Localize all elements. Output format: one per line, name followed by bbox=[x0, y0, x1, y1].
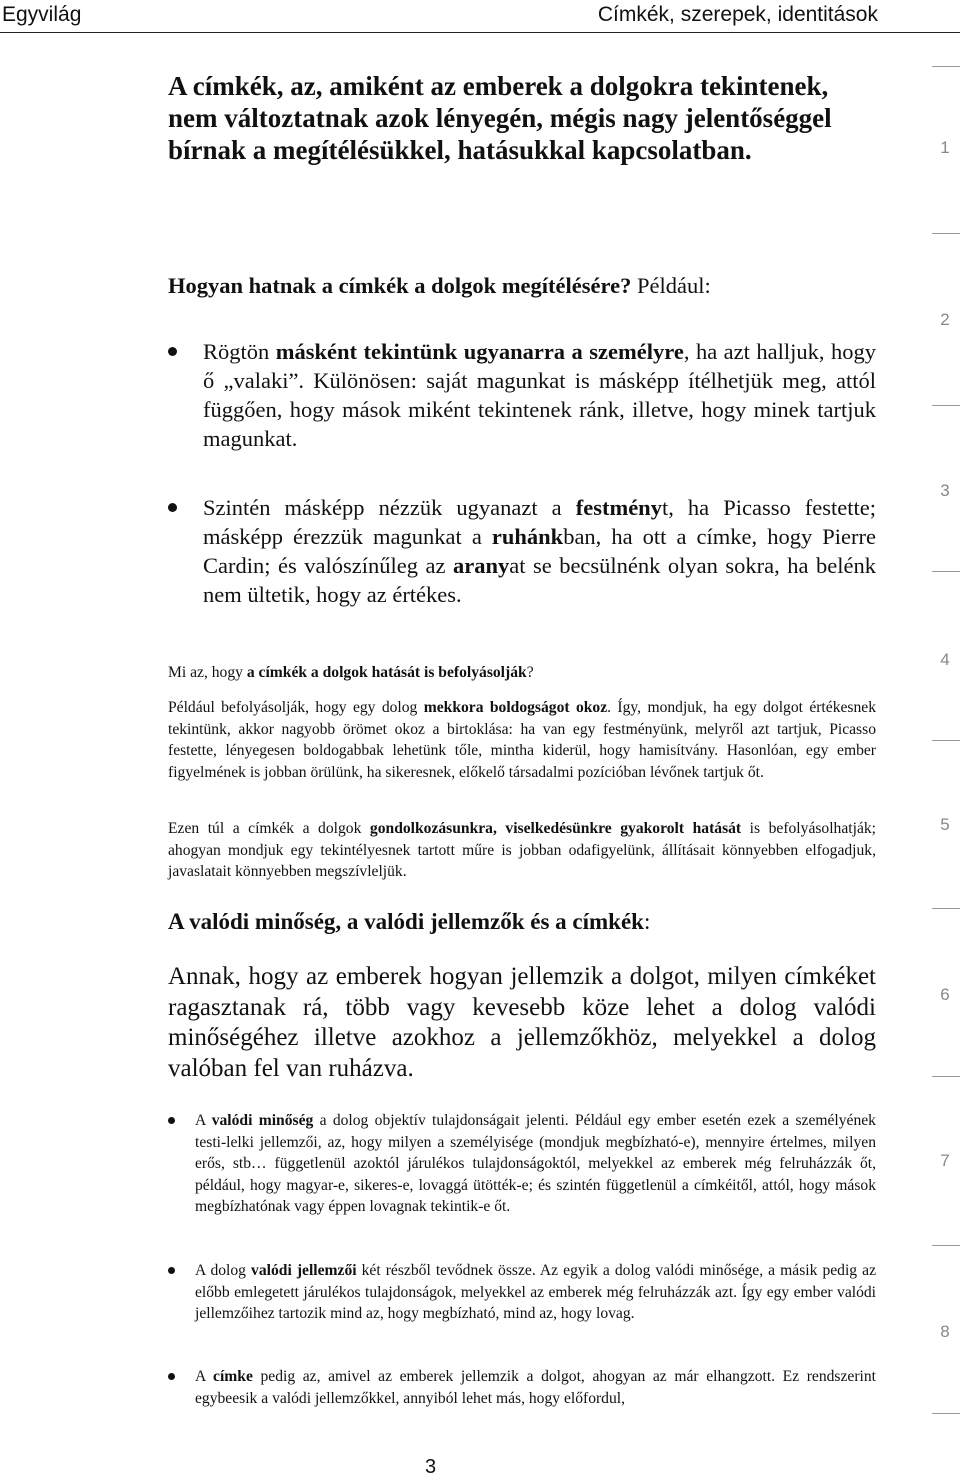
bullet-text: Rögtön bbox=[203, 339, 276, 364]
q2-bold: a címkék a dolgok hatását is befolyásolják bbox=[246, 664, 527, 681]
bullet-text: at se becsülnénk olyan sokra, ha belénk nem ültetik, hogy az értékes. bbox=[203, 553, 876, 607]
page-divider bbox=[932, 1413, 960, 1414]
section-title-rest: : bbox=[643, 909, 651, 934]
page-divider bbox=[932, 1245, 960, 1246]
page-title: A címkék, az, amiként az emberek a dolgokra tekintenek, nem változtatnak azok lényegén, mégis nagy jelentőséggel bírnak a megítélésükkel, hatásukkal kapcsolatban. bbox=[168, 71, 832, 165]
bullet-bold: másként tekintünk ugyanarra a személyre bbox=[275, 339, 684, 364]
bullet-bold: festmény bbox=[575, 495, 662, 520]
bullet-dot-icon bbox=[168, 1373, 175, 1380]
bullet-text: a dolog objektív tulajdonságait jelenti. Például egy ember esetén ezek a személyének testi-lelki jellemzői, az, hogy milyen a személyisége (mondjuk megbízható-e), mennyire értelmes, milyen erős, stb… függetlenül azoktól járulékos tulajdonságoktól, melyekkel az emberek még felruházzák őt, például, hogy magyar-e, sikeres-e, lovaggá ütötték-e; és szintén függetlenül a címkéitől, attól, hogy mások megbízhatónak vagy éppen lovagnak tekintik-e őt. bbox=[195, 1112, 876, 1215]
running-header bbox=[0, 0, 960, 33]
page-divider bbox=[932, 571, 960, 572]
bullet-big-2 bbox=[168, 493, 876, 609]
bullet-text: két részből tevődnek össze. Az egyik a dolog valódi minősége, a másik pedig az előbb emlegetett járulékos tulajdonságok, melyekkel az emberek még felruházzák azt. Így egy ember valódi jellemzőihez tartozik mind az, hogy megbízható, mind az, hogy lovag. bbox=[195, 1262, 876, 1322]
bullet-bold: címke bbox=[213, 1368, 253, 1385]
q2-text: Mi az, hogy bbox=[168, 664, 247, 681]
side-page-number: 8 bbox=[940, 1322, 950, 1341]
header-left: Egyvilág bbox=[2, 3, 82, 26]
p1-text: Például befolyásolják, hogy egy dolog bbox=[168, 699, 424, 716]
q2-text: ? bbox=[526, 664, 534, 681]
bullet-bold: valódi minőség bbox=[211, 1112, 314, 1129]
bullet-bold: arany bbox=[452, 553, 510, 578]
side-page-number: 3 bbox=[940, 481, 950, 500]
bullet-text: , ha azt halljuk, hogy ő „valaki”. Különösen: saját magunkat is másképp ítélhetjük meg, attól függően, hogy mások miként tekintenek ránk, illetve, hogy minek tartjuk magunkat. bbox=[203, 339, 877, 451]
page-divider bbox=[932, 908, 960, 909]
paragraph-1 bbox=[168, 697, 876, 783]
bullet-dot-icon bbox=[168, 1267, 175, 1274]
section-title bbox=[168, 908, 876, 936]
question-1-bold: Hogyan hatnak a címkék a dolgok megítélésére? bbox=[168, 273, 632, 298]
bullet-small-3 bbox=[168, 1366, 876, 1409]
intro-paragraph: Annak, hogy az emberek hogyan jellemzik a dolgot, milyen címkéket ragasztanak rá, több vagy kevesebb köze lehet a dolog valódi minőségéhez illetve azokhoz a jellemzőkhöz, melyekkel a dolog valóban fel van ruházva. bbox=[168, 963, 876, 1082]
p1-text: . Így, mondjuk, ha egy dolgot értékesnek tekintünk, akkor nagyobb örömet okoz a birtoklása: ha van egy festményünk, melyről azt tartjuk, Picasso festette, lényegesen boldogabbak lehetünk tőle, mintha kiderül, hogy hamisítvány. Hasonlóan, egy ember figyelmének is jobban örülünk, ha sikeresnek, előkelő társadalmi pozícióban lévőnek tartjuk őt. bbox=[168, 699, 876, 781]
paragraph-2 bbox=[168, 818, 876, 883]
page-number: 3 bbox=[425, 1456, 437, 1478]
page-divider bbox=[932, 66, 960, 67]
bullet-text: A bbox=[195, 1368, 214, 1385]
bullet-dot-icon bbox=[168, 503, 177, 512]
bullet-bold: ruhánk bbox=[491, 524, 564, 549]
header-right: Címkék, szerepek, identitások bbox=[597, 3, 878, 26]
bullet-text: t, ha Picasso festette; másképp érezzük magunkat a bbox=[203, 495, 876, 549]
page-divider bbox=[932, 233, 960, 234]
p1-bold: mekkora boldogságot okoz bbox=[423, 699, 608, 716]
side-page-number: 1 bbox=[940, 138, 950, 157]
side-page-number: 7 bbox=[940, 1151, 950, 1170]
side-page-number: 2 bbox=[940, 310, 950, 329]
question-1-rest: Például: bbox=[631, 273, 711, 298]
bullet-text: A bbox=[195, 1112, 212, 1129]
bullet-small-2 bbox=[168, 1260, 876, 1325]
side-page-number: 5 bbox=[940, 815, 950, 834]
bullet-text: Szintén másképp nézzük ugyanazt a bbox=[203, 495, 576, 520]
bullet-big-1 bbox=[168, 337, 876, 453]
p2-bold: gondolkozásunkra, viselkedésünkre gyakorolt hatását bbox=[369, 820, 742, 837]
page-divider bbox=[932, 405, 960, 406]
side-page-number: 4 bbox=[940, 650, 950, 669]
page-divider bbox=[932, 1076, 960, 1077]
page-divider bbox=[932, 740, 960, 741]
p2-text: is befolyásolhatják; ahogyan mondjuk egy tekintélyesnek tartott műre is jobban odafigyelünk, állításait könnyebben elfogadjuk, javaslatait könnyebben megszívleljük. bbox=[168, 820, 876, 880]
side-page-markers bbox=[930, 0, 960, 1477]
bullet-text: A dolog bbox=[195, 1262, 252, 1279]
bullet-small-1 bbox=[168, 1110, 876, 1218]
section-title-bold: A valódi minőség, a valódi jellemzők és a címkék bbox=[168, 909, 644, 934]
question-1 bbox=[168, 271, 876, 300]
bullet-text: ban, ha ott a címke, hogy Pierre Cardin; és valószínűleg az bbox=[203, 524, 876, 578]
bullet-dot-icon bbox=[168, 1117, 175, 1124]
question-2 bbox=[168, 662, 876, 684]
bullet-dot-icon bbox=[168, 347, 177, 356]
p2-text: Ezen túl a címkék a dolgok bbox=[168, 820, 370, 837]
side-page-number: 6 bbox=[940, 985, 950, 1004]
bullet-bold: valódi jellemzői bbox=[251, 1262, 357, 1279]
bullet-text: pedig az, amivel az emberek jellemzik a dolgot, ahogyan az már elhangzott. Ez rendszerint egybeesik a valódi jellemzőkkel, annyiból lehet más, hogy előfordul, bbox=[195, 1368, 876, 1407]
